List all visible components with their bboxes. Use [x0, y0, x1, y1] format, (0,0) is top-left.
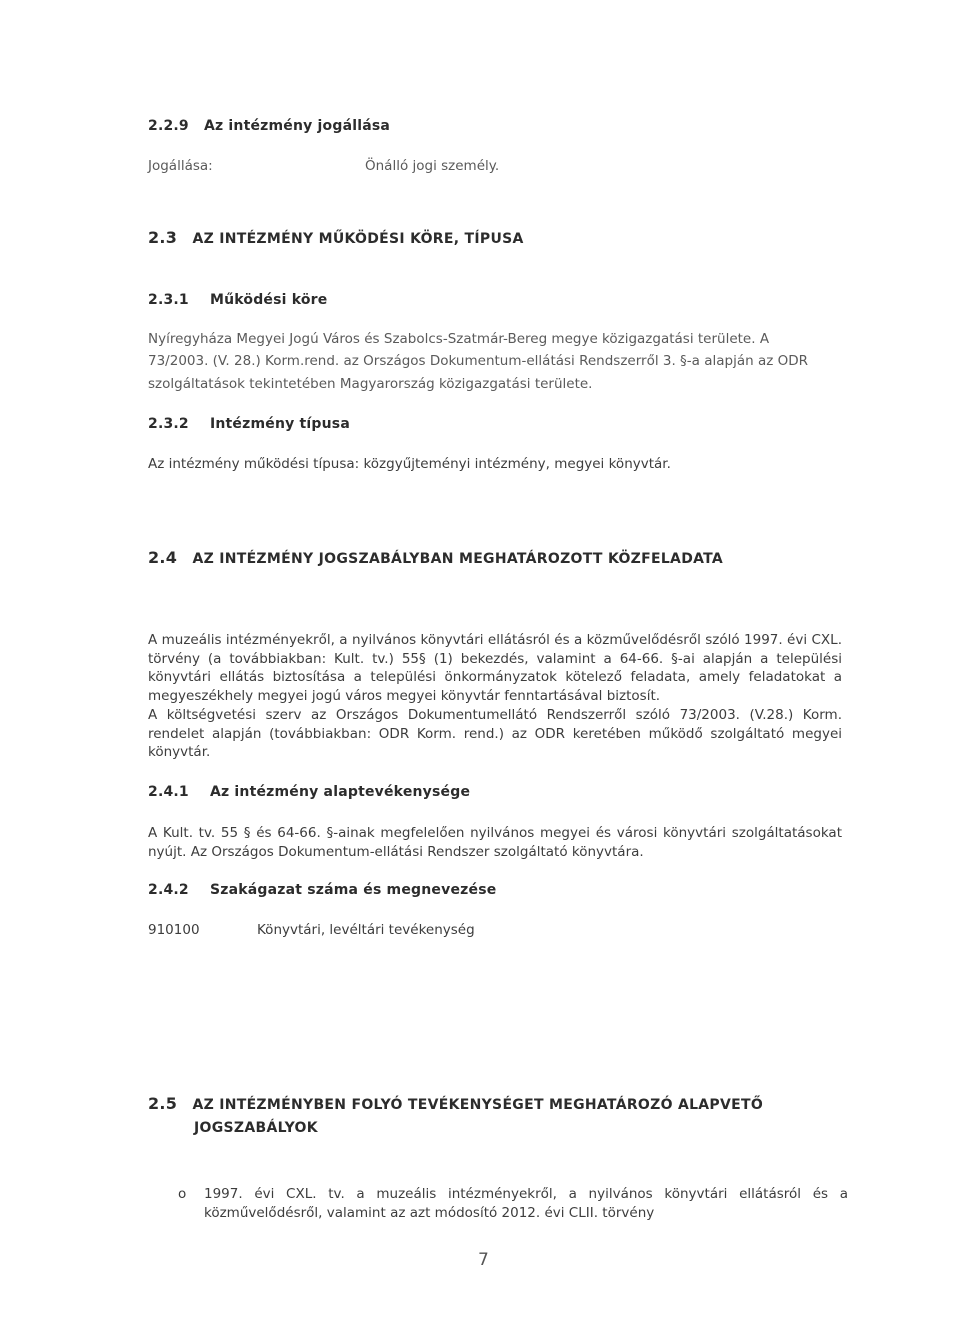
- public-task-paragraph-1: A muzeális intézményekről, a nyilvános könyvtári ellátásról és a közművelődésről szóló 1997. évi CXL. törvény (a továbbiakban: Kult. tv.) 55§ (1) bekezdés, valamint a 64-66. §-ai alapján a települési könyvtári ellátás biztosítása a települési önkormányzatok kötelező feladata, amely feladatokat a megyeszékhely megyei jogú város megyei könyvtár fenntartásával biztosít.: [148, 632, 842, 704]
- page-number: 7: [478, 1250, 489, 1270]
- section-title: AZ INTÉZMÉNY JOGSZABÁLYBAN MEGHATÁROZOTT KÖZFELADATA: [192, 551, 724, 567]
- section-number: 2.2.9: [148, 118, 189, 134]
- institution-type-text: Az intézmény működési típusa: közgyűjteményi intézmény, megyei könyvtár.: [148, 456, 671, 472]
- section-number: 2.3.2: [148, 416, 189, 432]
- section-number: 2.4.2: [148, 882, 189, 898]
- scope-line-1: Nyíregyháza Megyei Jogú Város és Szabolcs-Szatmár-Bereg megye közigazgatási területe. A: [148, 331, 770, 347]
- legal-status-value: Önálló jogi személy.: [365, 158, 500, 174]
- branch-name: Könyvtári, levéltári tevékenység: [257, 922, 475, 938]
- section-number: 2.4.1: [148, 784, 189, 800]
- section-2-5-title-line-2: JOGSZABÁLYOK: [194, 1120, 318, 1136]
- branch-code: 910100: [148, 922, 200, 938]
- section-2-4-heading: [148, 548, 723, 567]
- section-title: Az intézmény alaptevékenysége: [209, 784, 471, 800]
- section-number: 2.5: [148, 1094, 178, 1113]
- public-task-paragraph-2: A költségvetési szerv az Országos Dokumentumellátó Rendszerről szóló 73/2003. (V.28.) Korm. rendelet alapján (továbbiakban: ODR Korm. rend.) az ODR keretében működő szolgáltató megyei könyvtár.: [148, 707, 842, 760]
- legal-status-label: Jogállása:: [148, 158, 213, 174]
- section-title: Intézmény típusa: [209, 416, 350, 432]
- scope-line-3: szolgáltatások tekintetében Magyarország közigazgatási területe.: [148, 376, 593, 392]
- section-2-4-2-heading: [148, 882, 496, 898]
- core-activity-paragraph: A Kult. tv. 55 § és 64-66. §-ainak megfelelően nyilvános megyei és városi könyvtári szolgáltatásokat nyújt. Az Országos Dokumentum-ellátási Rendszer szolgáltató könyvtára.: [148, 825, 842, 860]
- section-2-3-heading: [148, 228, 524, 247]
- section-title: AZ INTÉZMÉNY MŰKÖDÉSI KÖRE, TÍPUSA: [192, 231, 524, 247]
- section-number: 2.3: [148, 228, 178, 247]
- section-title: Működési köre: [209, 292, 328, 308]
- section-title-line-1: AZ INTÉZMÉNYBEN FOLYÓ TEVÉKENYSÉGET MEGHATÁROZÓ ALAPVETŐ: [192, 1097, 764, 1113]
- section-2-3-2-heading: [148, 416, 350, 432]
- list-bullet: o: [178, 1186, 187, 1202]
- section-2-2-9-heading: [148, 118, 390, 134]
- law-list-item: 1997. évi CXL. tv. a muzeális intézményekről, a nyilvános könyvtári ellátásról és a közművelődésről, valamint az azt módosító 2012. évi CLII. törvény: [204, 1186, 848, 1221]
- section-2-3-1-heading: [148, 292, 327, 308]
- section-number: 2.4: [148, 548, 178, 567]
- section-title: Szakágazat száma és megnevezése: [209, 882, 497, 898]
- section-title: Az intézmény jogállása: [203, 118, 391, 134]
- section-number: 2.3.1: [148, 292, 189, 308]
- scope-line-2: 73/2003. (V. 28.) Korm.rend. az Országos Dokumentum-ellátási Rendszerről 3. §-a alapján az ODR: [148, 353, 809, 369]
- section-2-4-1-heading: [148, 784, 470, 800]
- section-2-5-heading: [148, 1094, 763, 1113]
